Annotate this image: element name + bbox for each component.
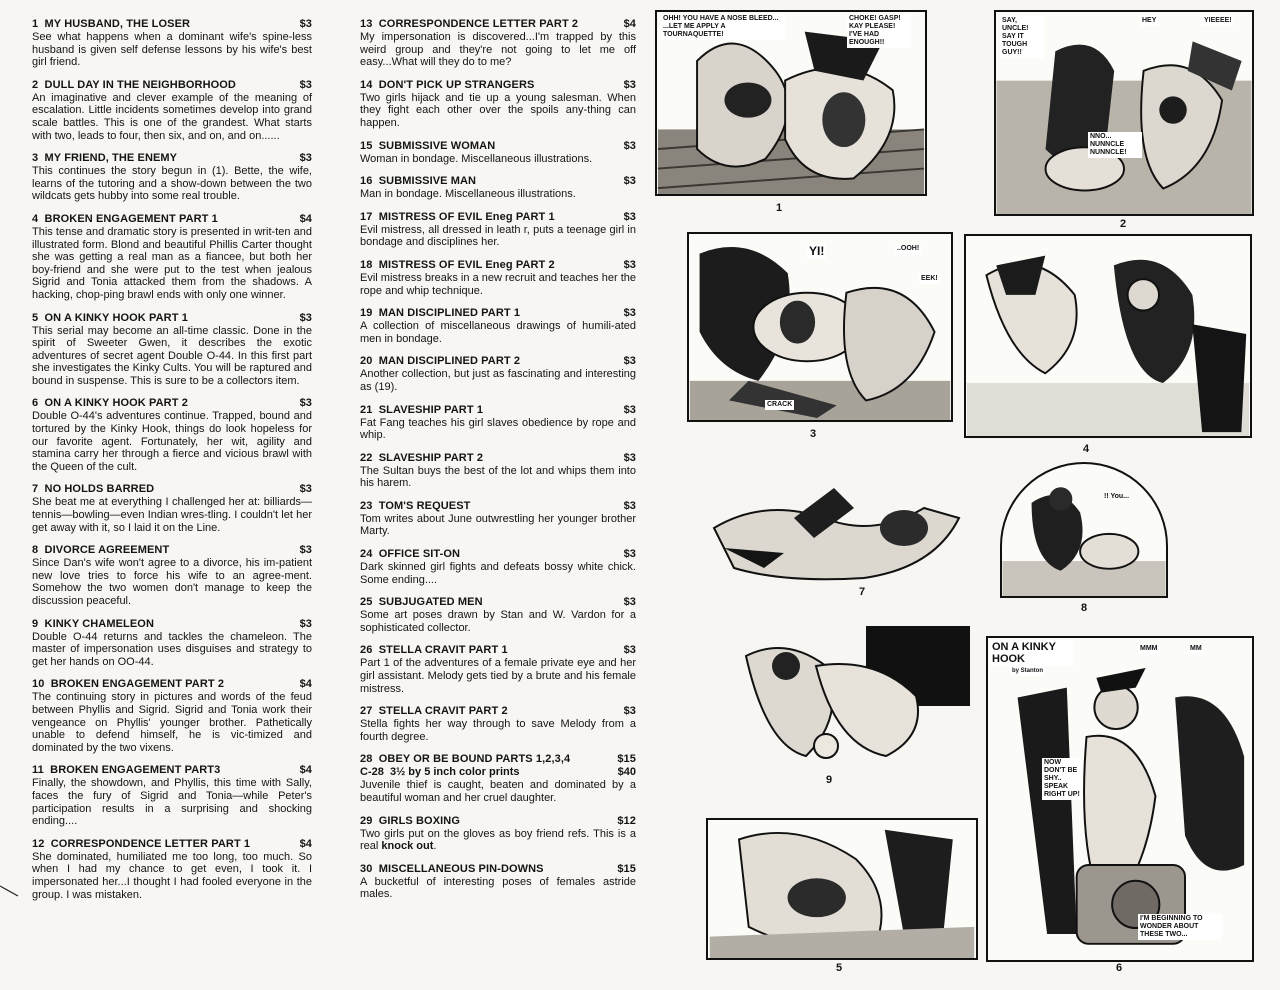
entry-title-text: BROKEN ENGAGEMENT PART 1 [44, 212, 218, 225]
entry-header [360, 211, 636, 224]
panel-3-caption-a: YI! [809, 244, 825, 258]
entry-price: $4 [299, 764, 312, 777]
entry-title-text: MY HUSBAND, THE LOSER [44, 18, 191, 30]
entry-subheader [360, 766, 636, 779]
catalog-entry [32, 312, 312, 388]
entry-price: $3 [623, 175, 636, 188]
entry-header [360, 175, 636, 188]
entry-header [360, 18, 636, 31]
entry-price: $3 [623, 644, 636, 657]
entry-header [32, 618, 312, 631]
panel-2-caption-a: SAY, UNCLE! SAY IT TOUGH GUY!! [1000, 16, 1044, 58]
entry-header [32, 764, 312, 777]
catalog-entry [360, 18, 636, 69]
entry-title [32, 678, 224, 691]
entry-number: 1 [32, 18, 39, 30]
entry-description: Woman in bondage. Miscellaneous illustrations. [360, 152, 593, 165]
entry-title-text: MISCELLANEOUS PIN-DOWNS [378, 862, 544, 875]
panel-2-caption-c: YIEEEE! [1204, 17, 1232, 24]
catalog-entry [360, 500, 636, 538]
catalog-entry [360, 753, 636, 804]
entry-title-text: CORRESPONDENCE LETTER PART 1 [50, 837, 251, 850]
panel-5-illustration [708, 820, 976, 958]
panel-3-caption-b: ..OOH! [897, 245, 920, 252]
comic-panel-1 [655, 10, 927, 196]
entry-number: 11 [32, 764, 44, 777]
panel-8-illustration [1002, 464, 1166, 596]
comic-panel-4 [964, 234, 1252, 438]
entry-header [32, 213, 312, 226]
entry-description-emphasis: knock out [381, 840, 434, 853]
entry-number: 23 [360, 499, 373, 512]
entry-header [360, 815, 636, 828]
entry-title [360, 307, 520, 320]
catalog-entry [360, 452, 636, 490]
entry-header [360, 548, 636, 561]
entry-header [360, 596, 636, 609]
comic-panel-7 [704, 458, 966, 586]
entry-header [360, 259, 636, 272]
entry-description: Fat Fang teaches his girl slaves obedience by rope and whip. [360, 416, 636, 442]
entry-header [360, 79, 636, 92]
comic-panel-2 [994, 10, 1254, 216]
entry-description: Since Dan's wife won't agree to a divorce, his im-patient new love tries to force his wife to an agree-ment. Somehow the two women don't manage to keep the discussion peaceful. [32, 557, 312, 607]
catalog-entry [32, 213, 312, 302]
entry-price: $3 [623, 499, 636, 512]
entry-description-text: Two girls put on the gloves as boy friend refs. This is a real [360, 827, 636, 853]
entry-description: Double O-44's adventures continue. Trapped, bound and tortured by the Kinky Hook, things do look hopeless for our favorite agent. Fortunately, her wit, agility and stamina carry her through a fierce and vicious brawl with the Queen of the cult. [32, 410, 312, 473]
panel-8-number: 8 [1080, 602, 1088, 614]
entry-header [360, 307, 636, 320]
entry-description: The Sultan buys the best of the lot and whips them into his harem. [360, 464, 636, 490]
entry-price: $15 [617, 753, 636, 766]
entry-title [360, 500, 470, 513]
catalog-entry [360, 705, 636, 743]
entry-title [32, 18, 190, 31]
entry-title-text: SLAVESHIP PART 2 [378, 451, 484, 464]
catalog-entry [32, 152, 312, 203]
panel-3-illustration [689, 234, 951, 420]
entry-price: $3 [623, 451, 636, 464]
entry-title-text: STELLA CRAVIT PART 1 [378, 644, 508, 657]
entry-title [32, 544, 169, 557]
entry-title-text: OFFICE SIT-ON [378, 548, 461, 561]
entry-price: $3 [623, 355, 636, 368]
panel-4-number: 4 [1082, 443, 1090, 455]
entry-number: 28 [360, 753, 373, 766]
catalog-entry [360, 307, 636, 345]
entry-description: Evil mistress breaks in a new recruit and teaches her the rope and whip technique. [360, 271, 636, 297]
entry-description: See what happens when a dominant wife's spine-less husband is given self defense lessons by his wife's best girl friend. [32, 31, 312, 69]
entry-title [32, 213, 218, 226]
entry-header [360, 500, 636, 513]
entry-description: This continues the story begun in (1). Bette, the wife, learns of the tutoring and a show-down between the two wildcats gets hubby into some real trouble. [32, 165, 312, 203]
catalog-entry [32, 764, 312, 827]
panel-4-illustration [966, 236, 1250, 436]
panel-1-caption-right: CHOKE! GASP! KAY PLEASE! I'VE HAD ENOUGH!! [847, 14, 911, 48]
entry-title [360, 644, 508, 657]
catalog-entry [360, 863, 636, 901]
entry-header [32, 18, 312, 31]
panel-6-caption-b: MM [1190, 645, 1202, 652]
entry-title [32, 764, 220, 777]
entry-header [32, 397, 312, 410]
entry-header [32, 483, 312, 496]
catalog-entry [360, 596, 636, 634]
entry-title [360, 452, 483, 465]
panel-6-byline: by Stanton [1012, 668, 1043, 674]
entry-number: 13 [360, 18, 373, 30]
entry-price: $3 [623, 403, 636, 416]
entry-number: 15 [360, 139, 373, 152]
entry-description: Dark skinned girl fights and defeats bossy white chick. Some ending.... [360, 561, 636, 586]
panel-7-number: 7 [858, 586, 866, 598]
entry-description: This tense and dramatic story is presented in writ-ten and illustrated form. Blond and beautiful Phillis Carter thought she was getting a real man as a fiancee, but both her boy-friend and she were put to the test when jealous Sigrid and Tonia attacked them from the shadows. A hacking, chop-ping brawl ends with only one winner. [32, 225, 312, 301]
entry-description: Juvenile thief is caught, beaten and dominated by a beautiful woman and her cruel daughter. [360, 779, 636, 804]
entry-title-text: BROKEN ENGAGEMENT PART 2 [50, 678, 225, 691]
entry-title [360, 548, 460, 561]
panel-9-number: 9 [825, 774, 833, 786]
panel-3-caption-d: CRACK [767, 401, 793, 408]
entry-title-text: GIRLS BOXING [378, 814, 461, 827]
entry-title-text: SUBJUGATED MEN [378, 596, 483, 609]
catalog-entry [360, 404, 636, 442]
margin-mark-icon [0, 884, 20, 898]
panel-8-caption: !! You... [1104, 493, 1130, 500]
catalog-left-column [32, 18, 312, 911]
entry-description: She beat me at everything I challenged her at: billiards—tennis—bowling—even Indian wres-tling. I couldn't let her get away with it, so I laid it on the Line. [32, 496, 312, 534]
entry-title [32, 312, 188, 325]
entry-description: Tom writes about June outwrestling her younger brother Marty. [360, 512, 636, 538]
entry-number: 19 [360, 307, 373, 320]
entry-title [32, 838, 250, 851]
catalog-right-column [360, 18, 636, 911]
entry-title-text: SLAVESHIP PART 1 [378, 403, 484, 416]
entry-price: $3 [299, 544, 312, 557]
entry-number: 10 [32, 678, 45, 691]
entry-price: $3 [299, 18, 312, 30]
entry-price: $3 [299, 152, 312, 165]
entry-title [360, 355, 520, 368]
entry-sub-title: C-28 3½ by 5 inch color prints [360, 766, 520, 779]
entry-number: 9 [32, 617, 39, 630]
comic-panel-6 [986, 636, 1254, 962]
entry-title-text: MAN DISCIPLINED PART 2 [378, 355, 521, 368]
entry-title [32, 79, 236, 92]
entry-header [32, 838, 312, 851]
panel-2-caption-b: HEY [1142, 17, 1157, 24]
comic-panel-3 [687, 232, 953, 422]
entry-price: $3 [623, 596, 636, 609]
entry-header [32, 678, 312, 691]
entry-number: 25 [360, 596, 373, 609]
entry-description: Some art poses drawn by Stan and W. Vardon for a sophisticated collector. [360, 609, 636, 634]
entry-title-text: MY FRIEND, THE ENEMY [44, 152, 178, 165]
catalog-entry [360, 548, 636, 586]
entry-price: $3 [623, 78, 636, 91]
entry-price: $3 [299, 483, 312, 496]
entry-sub-price: $40 [617, 766, 636, 779]
entry-description: This serial may become an all-time classic. Done in the spirit of Sweeter Gwen, it describes the exotic adventures of secret agent Double O-44. In this first part she investigates the Kinky Cults. You will be raptured and bound in suspense. This is sure to be a collectors item. [32, 324, 312, 387]
entry-title [360, 259, 555, 272]
entry-number: 27 [360, 705, 373, 718]
entry-number: 29 [360, 814, 373, 827]
entry-number: 18 [360, 258, 373, 271]
entry-description [360, 828, 636, 853]
catalog-entry [32, 483, 312, 534]
entry-title [360, 815, 460, 828]
entry-price: $3 [299, 397, 312, 410]
panel-6-caption-d: I'M BEGINNING TO WONDER ABOUT THESE TWO... [1138, 914, 1222, 940]
panel-5-number: 5 [835, 962, 843, 974]
entry-price: $3 [623, 307, 636, 320]
entry-number: 26 [360, 644, 373, 657]
catalog-entry [360, 211, 636, 249]
entry-header [360, 404, 636, 417]
entry-title [360, 863, 544, 876]
entry-header [360, 452, 636, 465]
entry-number: 12 [32, 837, 45, 850]
entry-title-text: SUBMISSIVE MAN [378, 175, 477, 188]
entry-price: $3 [299, 311, 312, 324]
entry-price: $3 [623, 210, 636, 223]
panel-9-illustration [726, 626, 970, 776]
catalog-entry [32, 397, 312, 473]
catalog-entry [32, 678, 312, 754]
entry-price: $3 [623, 258, 636, 271]
entry-price: $3 [623, 705, 636, 718]
catalog-entry [32, 79, 312, 142]
entry-number: 30 [360, 862, 373, 875]
catalog-entry [360, 815, 636, 853]
catalog-entry [360, 259, 636, 297]
entry-number: 21 [360, 403, 373, 416]
panel-1-number: 1 [775, 202, 783, 214]
catalog-entry [32, 18, 312, 69]
entry-description-end: . [433, 840, 437, 853]
entry-number: 8 [32, 544, 39, 557]
comic-panel-8 [1000, 462, 1168, 598]
entry-title [360, 140, 495, 153]
entry-title-text: KINKY CHAMELEON [44, 617, 155, 630]
panel-3-caption-c: EEK! [921, 275, 938, 282]
entry-number: 16 [360, 175, 373, 188]
panel-6-illustration [988, 638, 1252, 960]
entry-title [32, 397, 188, 410]
comic-panel-9 [726, 626, 970, 776]
entry-price: $3 [299, 78, 312, 91]
entry-price: $4 [299, 837, 312, 850]
entry-header [32, 312, 312, 325]
comic-panel-5 [706, 818, 978, 960]
entry-title-text: CORRESPONDENCE LETTER PART 2 [378, 18, 579, 30]
entry-number: 17 [360, 210, 373, 223]
entry-title [360, 211, 555, 224]
catalog-entry [360, 355, 636, 393]
entry-description: My impersonation is discovered...I'm trapped by this weird group and they're not going to let me off easy...What will they do to me? [360, 31, 636, 69]
entry-title-text: DIVORCE AGREEMENT [44, 544, 170, 557]
entry-number: 20 [360, 355, 373, 368]
entry-price: $3 [299, 617, 312, 630]
entry-title-text: ON A KINKY HOOK PART 1 [44, 311, 188, 324]
entry-title [360, 753, 570, 766]
panel-6-caption-a: MMM [1140, 645, 1158, 652]
entry-title [360, 79, 534, 92]
entry-header [360, 705, 636, 718]
entry-title-text: MISTRESS OF EVIL Eneg PART 2 [378, 258, 555, 271]
entry-header [360, 753, 636, 766]
entry-title [360, 404, 483, 417]
entry-description: A collection of miscellaneous drawings of humili-ated men in bondage. [360, 320, 636, 345]
entry-price: $4 [299, 678, 312, 691]
entry-title-text: DULL DAY IN THE NEIGHBORHOOD [44, 78, 236, 91]
entry-title [360, 18, 578, 31]
entry-description: Man in bondage. Miscellaneous illustrations. [360, 188, 576, 201]
entry-header [32, 152, 312, 165]
entry-header [360, 644, 636, 657]
entry-header [360, 863, 636, 876]
entry-title-text: SUBMISSIVE WOMAN [378, 139, 496, 152]
entry-header [360, 355, 636, 368]
entry-title-text: MAN DISCIPLINED PART 1 [378, 307, 521, 320]
entry-title-text: DON'T PICK UP STRANGERS [378, 78, 535, 91]
entry-title [32, 152, 177, 165]
entry-title-text: MISTRESS OF EVIL Eneg PART 1 [378, 210, 555, 223]
entry-price: $3 [623, 548, 636, 561]
entry-description: Stella fights her way through to save Melody from a fourth degree. [360, 718, 636, 743]
entry-number: 4 [32, 212, 39, 225]
entry-description: Double O-44 returns and tackles the chameleon. The master of impersonation uses disguises and strategy to get her hands on OO-44. [32, 630, 312, 668]
entry-price: $3 [623, 139, 636, 152]
panel-6-caption-c: NOW DON'T BE SHY.. SPEAK RIGHT UP! [1042, 758, 1082, 800]
entry-description: The continuing story in pictures and words of the feud between Phyllis and Sigrid. Sigrid and Tonia work their vengeance on Phyllis' younger brother. Pathetically unable to defend himself, he is vic-timized and dominated by the two vixens. [32, 691, 312, 754]
entry-title [32, 483, 154, 496]
entry-description: A bucketful of interesting poses of females astride males. [360, 875, 636, 901]
entry-title [360, 596, 483, 609]
catalog-entry [360, 140, 636, 166]
entry-header [360, 140, 636, 153]
entry-description: Another collection, but just as fascinating and interesting as (19). [360, 368, 636, 393]
panel-6-title: ON A KINKY HOOK [990, 640, 1074, 666]
catalog-entry [32, 544, 312, 607]
catalog-entry [32, 618, 312, 669]
entry-description: Part 1 of the adventures of a female private eye and her girl assistant. Melody gets tied by a brute and his female mistress. [360, 657, 636, 695]
panel-2-caption-d: NNO... NUNNCLE NUNNCLE! [1088, 132, 1142, 158]
catalog-entry [32, 838, 312, 901]
entry-number: 2 [32, 78, 39, 91]
catalog-entry [360, 79, 636, 130]
entry-price: $4 [299, 212, 312, 225]
panel-6-number: 6 [1115, 962, 1123, 974]
entry-header [32, 544, 312, 557]
panel-7-illustration [704, 458, 966, 586]
entry-price: $15 [617, 862, 636, 875]
entry-description: Evil mistress, all dressed in leath r, puts a teenage girl in bondage and disciplines her. [360, 223, 636, 249]
entry-number: 6 [32, 397, 39, 410]
panel-1-caption-left: OHH! YOU HAVE A NOSE BLEED... ...LET ME APPLY A TOURNAQUETTE! [661, 14, 785, 40]
catalog-entry [360, 644, 636, 695]
entry-description: Finally, the showdown, and Phyllis, this time with Sally, faces the fury of Sigrid and Tonia—while Peter's participation results in a surprising and shocking ending.... [32, 777, 312, 828]
entry-price: $4 [623, 18, 636, 30]
entry-description: An imaginative and clever example of the meaning of escalation. Little incidents sometimes develop into grand scale battles. This is one of the grandest. What starts with two, leads to four, then six, and on, and on...... [32, 91, 312, 142]
panel-3-number: 3 [809, 428, 817, 440]
entry-title-text: NO HOLDS BARRED [44, 483, 155, 496]
entry-number: 22 [360, 451, 373, 464]
catalog-entry [360, 175, 636, 201]
entry-price: $12 [617, 814, 636, 827]
entry-header [32, 79, 312, 92]
entry-title-text: OBEY OR BE BOUND PARTS 1,2,3,4 [378, 753, 571, 766]
entry-title [360, 705, 508, 718]
entry-title-text: ON A KINKY HOOK PART 2 [44, 397, 188, 410]
entry-description: Two girls hijack and tie up a young salesman. When they fight each other over the spoils any-thing can happen. [360, 91, 636, 129]
entry-number: 7 [32, 483, 39, 496]
panel-2-number: 2 [1119, 218, 1127, 230]
entry-title [32, 618, 154, 631]
entry-title-text: TOM'S REQUEST [378, 499, 471, 512]
entry-number: 24 [360, 548, 373, 561]
entry-description: She dominated, humiliated me too long, too much. So when I had my chance to get even, I took it. I impersonated her...I thought I had fooled everyone in the group. I was mistaken. [32, 850, 312, 901]
entry-number: 3 [32, 152, 39, 165]
entry-title-text: STELLA CRAVIT PART 2 [378, 705, 508, 718]
entry-number: 5 [32, 311, 39, 324]
entry-title [360, 175, 476, 188]
entry-title-text: BROKEN ENGAGEMENT PART3 [50, 764, 221, 777]
entry-number: 14 [360, 78, 373, 91]
